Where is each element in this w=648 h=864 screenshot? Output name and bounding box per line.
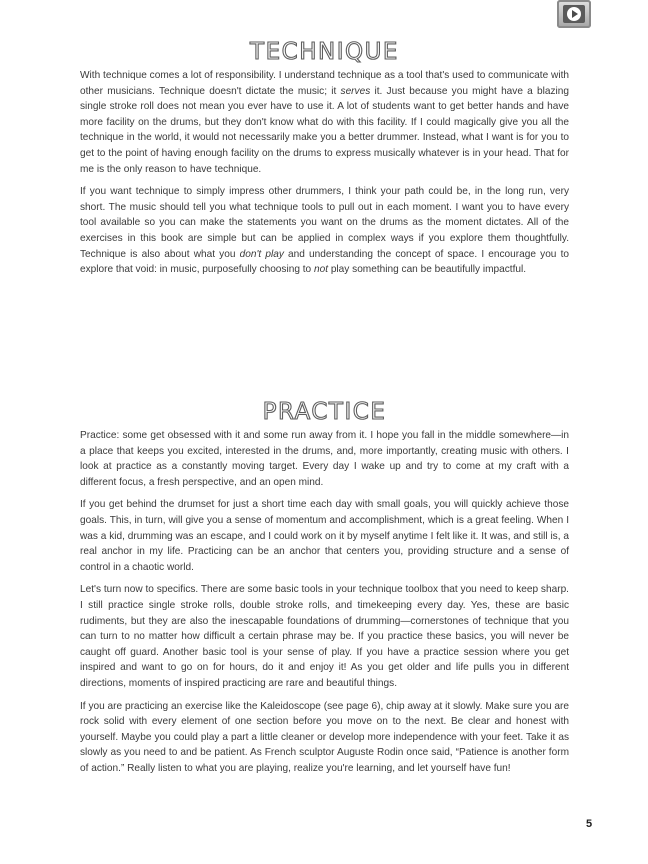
- practice-paragraph-2: If you get behind the drumset for just a short time each day with small goals, you will quickly achieve those goals. This, in turn, will give you a sense of momentum and accomplishment, which is a great feeling. When I was a kid, drumming was an escape, and I could work on it by myself anytime I felt like it. It was, and still is, a real anchor in my life. Practicing can be an anchor that centers you, providing structure and a sense of control in a chaotic world.: [80, 499, 569, 573]
- technique-section: [80, 38, 569, 285]
- technique-heading: TECHNIQUE: [250, 39, 399, 65]
- practice-section: [80, 398, 569, 783]
- practice-paragraph-1: Practice: some get obsessed with it and some run away from it. I hope you fall in the middle somewhere—in a place that keeps you excited, interested in the drums, and, more importantly, creating music with others. I look at practice as a constantly moving target. Every day I wake up and try to come at my craft with a different focus, a fresh perspective, and an open mind.: [80, 430, 569, 488]
- play-video-icon: [563, 5, 585, 23]
- practice-heading: PRACTICE: [262, 399, 387, 425]
- practice-video-button[interactable]: [557, 0, 591, 28]
- practice-paragraph-4: If you are practicing an exercise like the Kaleidoscope (see page 6), chip away at it slowly. Make sure you are rock solid with every element of one section before you move on to the next. Be clear and honest with yourself. Maybe you could play a part a little cleaner or develop more independence with your feet. Take it as slowly as you need to and be patient. As French sculptor Auguste Rodin once said, “Patience is another form of action.” Really listen to what you are playing, realize you're learning, and let yourself have fun!: [80, 700, 569, 774]
- practice-paragraph-3: Let's turn now to specifics. There are some basic tools in your technique toolbox that you need to keep sharp. I still practice single stroke rolls, double stroke rolls, and timekeeping every day. Yes, these are basic rudiments, but they are also the inescapable foundations of drumming—cornerstones of technique that you can turn to no matter how difficult a certain phrase may be. If you practice these basics, you will never be caught off guard. Another basic tool is your sense of play. If you have a practice session where you get inspired and want to go on for hours, do it and enjoy it! As you get older and life pulls you in different directions, moments of inspired practicing are rare and beautiful things.: [80, 584, 569, 689]
- technique-paragraph-2: If you want technique to simply impress other drummers, I think your path could be, in the long run, very short. The music should tell you what technique tools to pull out in each moment. I want you to have every tool available so you can make the statements you want on the drums as the moment dictates. All of the exercises in this book are simple but can be applied in complex ways if you explore them thoughtfully. Technique is also about what you don't play and understanding the concept of space. I encourage you to explore that void: in music, purposefully choosing to not play something can be beautifully impactful.: [80, 186, 569, 276]
- page-number: 5: [586, 818, 593, 830]
- technique-paragraph-1: With technique comes a lot of responsibility. I understand technique as a tool that's used to communicate with other musicians. Technique doesn't dictate the music; it serves it. Just because you might have a blazing single stroke roll does not mean you ever have to use it. A lot of students want to get better hands and have more facility on the drums, but they don't know what do with this facility. If I could magically give you all the technique in the world, it would not necessarily make you a better drummer. Instead, what I want is for you to get to the point of having enough facility on the drums to express musically whatever is in your head. That for me is the only reason to have technique.: [80, 70, 569, 175]
